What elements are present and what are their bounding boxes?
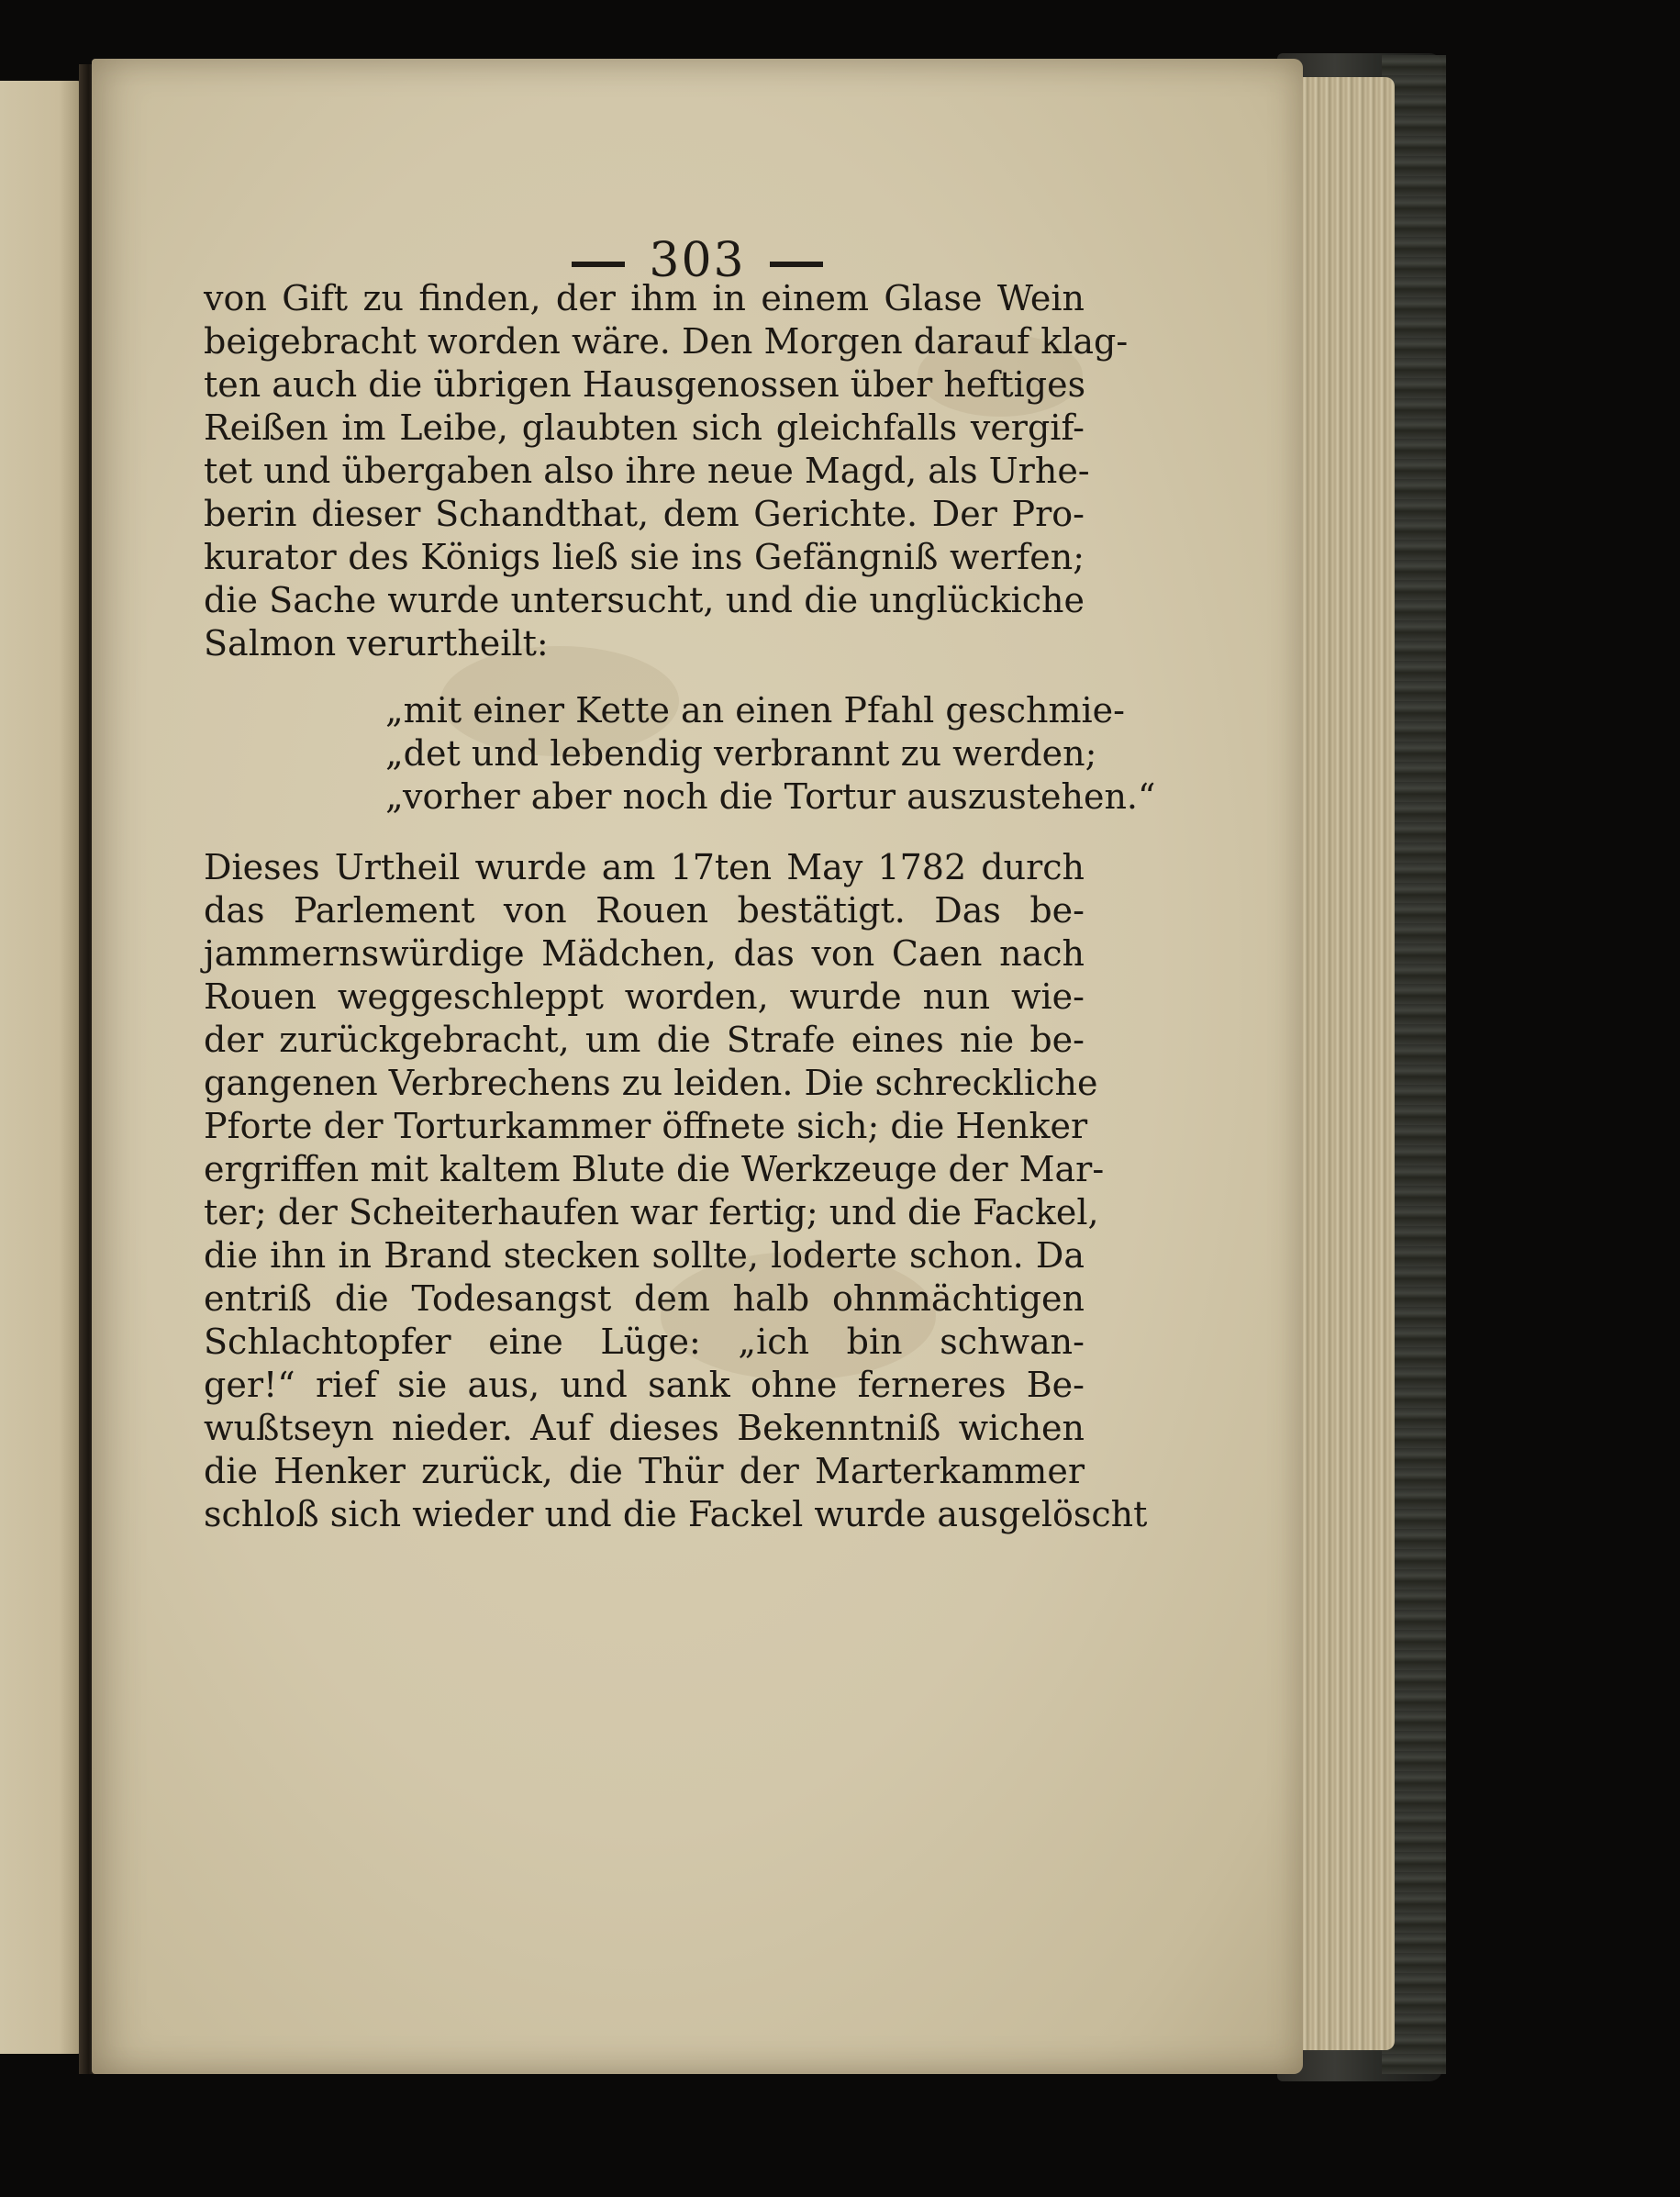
text-line: berin dieser Schandthat, dem Gerichte. Der Pro- [204, 494, 1085, 534]
text-line: beigebracht worden wäre. Den Morgen darauf klag- [204, 321, 1129, 362]
text-line: Dieses Urtheil wurde am 17ten May 1782 durch [204, 847, 1085, 887]
text-line: Schlachtopfer eine Lüge: „ich bin schwan- [204, 1322, 1085, 1362]
text-line: ger!“ rief sie aus, und sank ohne ferneres Be- [204, 1365, 1085, 1405]
text-line: Salmon verurtheilt: [204, 623, 549, 664]
text-line: entriß die Todesangst dem halb ohnmächtigen [204, 1278, 1085, 1319]
text-line: die Sache wurde untersucht, und die unglückiche [204, 580, 1085, 620]
text-line: die Henker zurück, die Thür der Marterkammer [204, 1451, 1085, 1491]
text-line: ter; der Scheiterhaufen war fertig; und die Fackel, [204, 1192, 1099, 1232]
text-line: Reißen im Leibe, glaubten sich gleichfalls vergif- [204, 407, 1085, 448]
text-line: von Gift zu finden, der ihm in einem Glase Wein [204, 278, 1085, 318]
text-line: gangenen Verbrechens zu leiden. Die schreckliche [204, 1063, 1098, 1103]
quote-line: „mit einer Kette an einen Pfahl geschmie- [385, 690, 1125, 730]
text-line: der zurückgebracht, um die Strafe eines nie be- [204, 1020, 1085, 1060]
text-line: ergriffen mit kaltem Blute die Werkzeuge der Mar- [204, 1149, 1105, 1189]
running-head-dash-left [572, 262, 625, 267]
text-line: schloß sich wieder und die Fackel wurde ausgelöscht [204, 1494, 1148, 1534]
running-head-dash-right [770, 262, 823, 267]
book-page [92, 59, 1303, 2074]
text-line: Rouen weggeschleppt worden, wurde nun wie- [204, 976, 1085, 1017]
quote-line: „det und lebendig verbrannt zu werden; [385, 733, 1097, 774]
text-line: kurator des Königs ließ sie ins Gefängniß werfen; [204, 537, 1085, 577]
text-line: Pforte der Torturkammer öffnete sich; die Henker [204, 1106, 1088, 1146]
text-line: wußtseyn nieder. Auf dieses Bekenntniß wichen [204, 1408, 1085, 1448]
text-line: ten auch die übrigen Hausgenossen über heftiges [204, 364, 1086, 405]
previous-page-sliver [0, 81, 84, 2054]
text-line: tet und übergaben also ihre neue Magd, als Urhe- [204, 451, 1090, 491]
text-line: jammernswürdige Mädchen, das von Caen nach [204, 933, 1085, 974]
text-line: die ihn in Brand stecken sollte, loderte schon. Da [204, 1235, 1085, 1276]
page-number: 303 [649, 233, 746, 288]
body-text [204, 277, 1156, 1536]
text-line: das Parlement von Rouen bestätigt. Das be- [204, 890, 1085, 931]
quote-line: „vorher aber noch die Tortur auszustehen.“ [385, 776, 1156, 817]
